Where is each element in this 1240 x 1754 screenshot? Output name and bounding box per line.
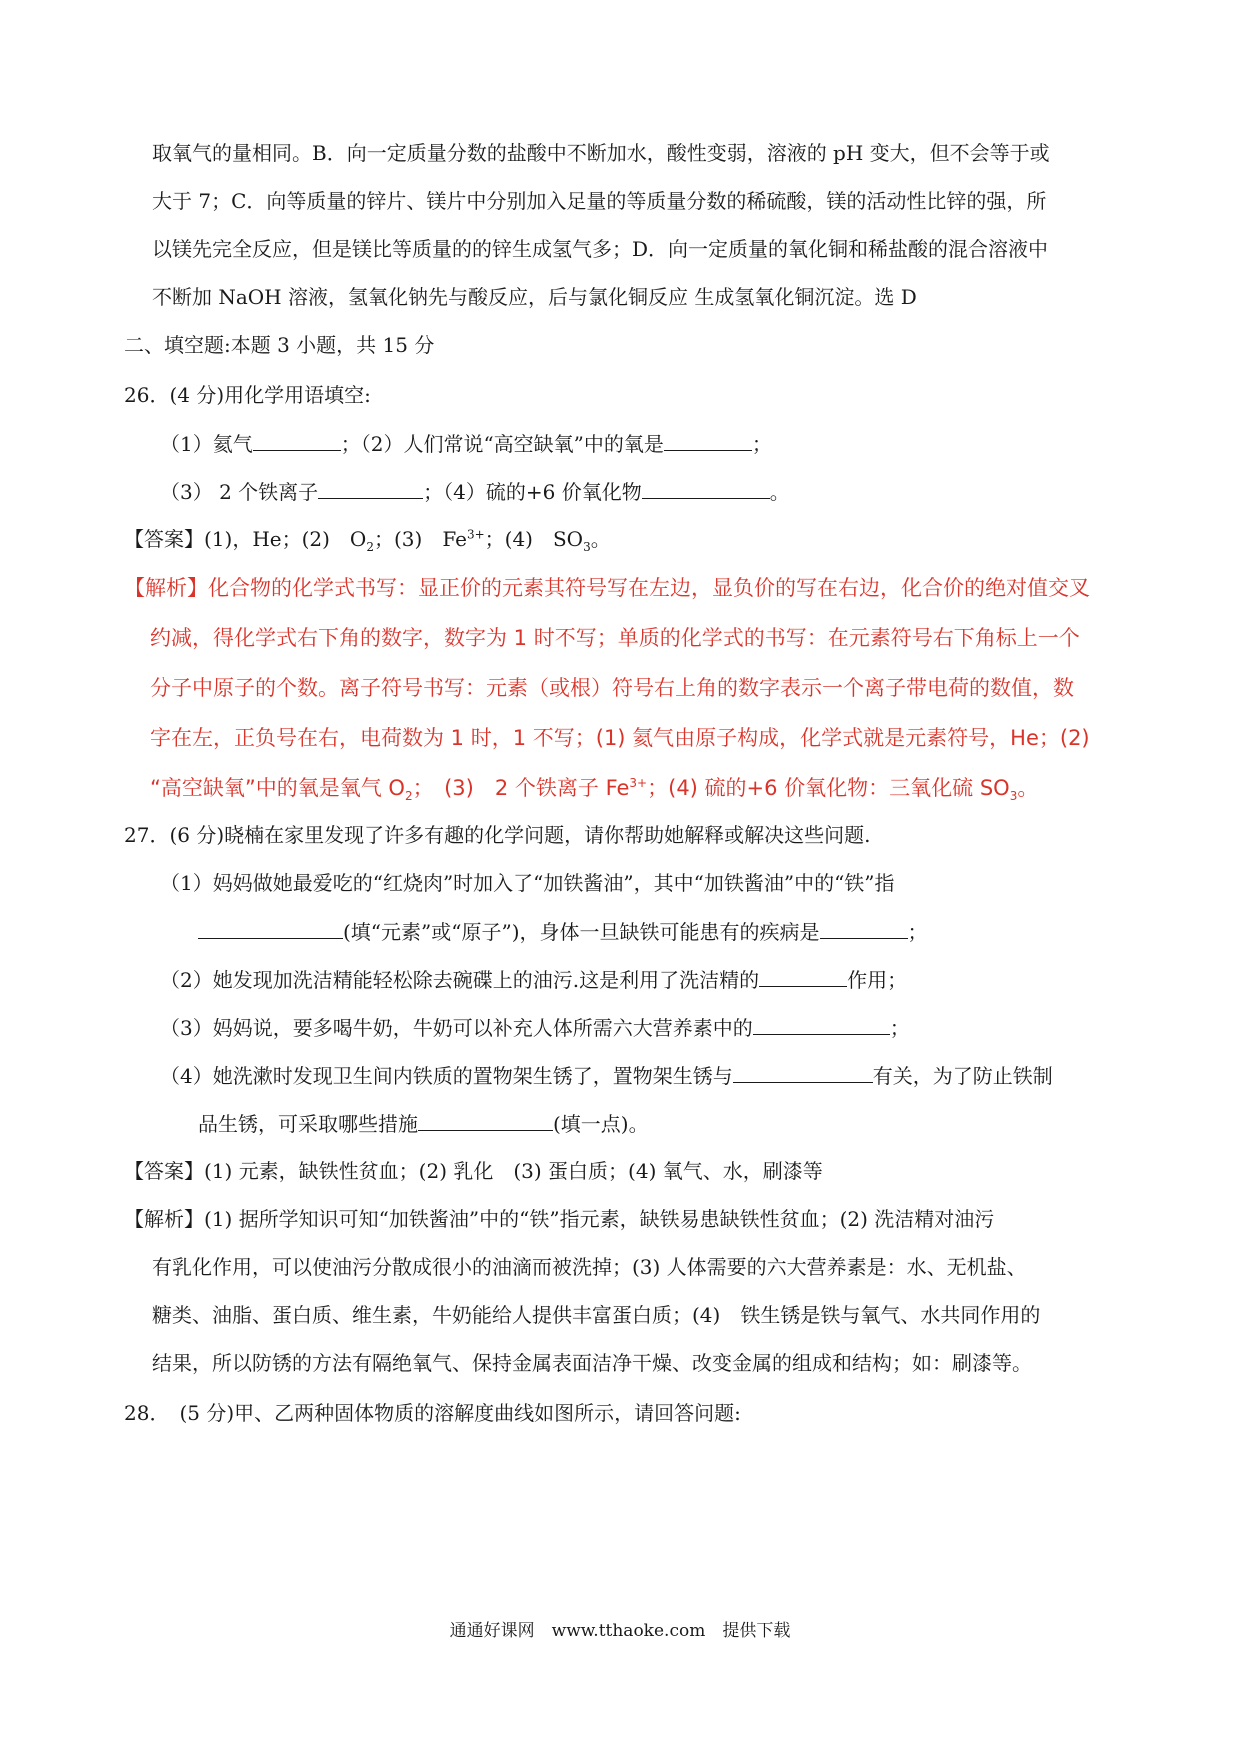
answer-blank	[759, 964, 847, 987]
q26-explanation-text-5a: “高空缺氧”中的氧是氧气 O	[150, 776, 405, 800]
answer-blank	[664, 428, 752, 451]
q26-part-2-c: 。	[769, 480, 790, 504]
q26-explanation-text-5d: 。	[1017, 776, 1039, 800]
answer-blank	[253, 428, 341, 451]
subscript: 3	[583, 540, 591, 554]
q27-explanation-line-1	[124, 1204, 994, 1234]
q26-part-1-c: ；	[751, 432, 772, 456]
answer-blank	[820, 916, 908, 939]
q27-part-4-d: (填一点)。	[553, 1112, 649, 1136]
q27-explanation-text-1: (1) 据所学知识可知“加铁酱油”中的“铁”指元素，缺铁易患缺铁性贫血；(2) 洗洁精对油污	[204, 1207, 995, 1231]
q27-part-1: （1）妈妈做她最爱吃的“红烧肉”时加入了“加铁酱油”，其中“加铁酱油”中的“铁”指	[160, 871, 895, 895]
subscript: 2	[404, 789, 413, 804]
q26-explanation-text-5b: ； (3) 2 个铁离子 Fe	[412, 776, 630, 800]
subscript: 3	[1009, 789, 1018, 804]
q27-explanation-line-4: 结果，所以防锈的方法有隔绝氧气、保持金属表面洁净干燥、改变金属的组成和结构；如：刷漆等。	[152, 1351, 1032, 1375]
q26-title: 26．(4 分)用化学用语填空:	[124, 383, 371, 407]
prev-explanation-line-2: 大于 7；C．向等质量的锌片、镁片中分别加入足量的等质量分数的稀硫酸，镁的活动性比锌的强，所	[152, 189, 1047, 213]
q27-part-3	[160, 1012, 910, 1043]
q27-part-1-cont	[198, 916, 928, 947]
prev-explanation-line-4: 不断加 NaOH 溶液，氢氧化钠先与酸反应，后与氯化铜反应 生成氢氧化铜沉淀。选 D	[152, 285, 917, 309]
q26-part-1-b: ；（2）人们常说“高空缺氧”中的氧是	[340, 432, 664, 456]
q26-part-2-a: （3） 2 个铁离子	[160, 480, 319, 504]
section-heading: 二、填空题:本题 3 小题，共 15 分	[124, 333, 435, 357]
q27-part-2-b: 作用；	[847, 968, 908, 992]
explanation-label: 【解析】	[124, 576, 208, 600]
superscript: 3+	[466, 527, 485, 542]
q27-explanation-line-3: 糖类、油脂、蛋白质、维生素，牛奶能给人提供丰富蛋白质；(4) 铁生锈是铁与氧气、水共同作用的	[152, 1303, 1041, 1327]
answer-label: 【答案】	[124, 1159, 204, 1183]
q27-part-2-a: （2）她发现加洗洁精能轻松除去碗碟上的油污.这是利用了洗洁精的	[160, 968, 760, 992]
answer-blank	[753, 1012, 890, 1035]
q26-explanation-text-1: 化合物的化学式书写：显正价的元素其符号写在左边，显负价的写在右边，化合价的绝对值交叉	[208, 576, 1090, 600]
q27-part-1-c: ；	[907, 920, 928, 944]
q27-part-4	[160, 1060, 1053, 1091]
q27-title: 27．(6 分)晓楠在家里发现了许多有趣的化学问题，请你帮助她解释或解决这些问题.	[124, 823, 871, 847]
q26-part-2-b: ；（4）硫的+6 价氧化物	[423, 480, 642, 504]
q26-answer	[124, 524, 611, 554]
q27-explanation-line-2: 有乳化作用，可以使油污分散成很小的油滴而被洗掉；(3) 人体需要的六大营养素是：水、无机盐、	[152, 1255, 1027, 1279]
answer-blank	[642, 476, 770, 499]
explanation-label: 【解析】	[124, 1207, 204, 1231]
q26-explanation-line-3: 分子中原子的个数。离子符号书写：元素（或根）符号右上角的数字表示一个离子带电荷的数值，数	[150, 676, 1074, 700]
q26-explanation-text-5c: ；(4) 硫的+6 价氧化物：三氧化硫 SO	[647, 776, 1010, 800]
q27-part-2	[160, 964, 907, 995]
answer-blank	[198, 916, 343, 939]
q27-answer-text: (1) 元素，缺铁性贫血；(2) 乳化 (3) 蛋白质；(4) 氧气、水，刷漆等	[204, 1159, 823, 1183]
q26-part-2	[160, 476, 790, 507]
q27-part-3-b: ；	[889, 1016, 910, 1040]
subscript: 2	[366, 540, 374, 554]
q27-part-4-cont	[198, 1108, 649, 1139]
q26-answer-d: 。	[590, 527, 611, 551]
q26-answer-c: ；(4) SO	[484, 527, 584, 551]
q28-title: 28． (5 分)甲、乙两种固体物质的溶解度曲线如图所示，请回答问题:	[124, 1401, 741, 1425]
answer-blank	[418, 1108, 553, 1131]
prev-explanation-line-3: 以镁先完全反应，但是镁比等质量的的锌生成氢气多；D．向一定质量的氧化铜和稀盐酸的混合溶液中	[152, 237, 1049, 261]
page-footer: 通通好课网 www.tthaoke.com 提供下载	[449, 1621, 791, 1641]
answer-blank	[318, 476, 423, 499]
q27-part-4-c: 品生锈，可采取哪些措施	[198, 1112, 418, 1136]
answer-label: 【答案】	[124, 527, 204, 551]
q27-part-4-b: 有关，为了防止铁制	[872, 1064, 1053, 1088]
q27-answer	[124, 1156, 823, 1186]
q27-part-3-a: （3）妈妈说，要多喝牛奶，牛奶可以补充人体所需六大营养素中的	[160, 1016, 753, 1040]
q26-part-1-a: （1）氦气	[160, 432, 253, 456]
q27-part-4-a: （4）她洗漱时发现卫生间内铁质的置物架生锈了，置物架生锈与	[160, 1064, 733, 1088]
q26-explanation-line-5	[150, 773, 1038, 803]
answer-blank	[733, 1060, 873, 1083]
q26-answer-a: (1)，He；(2) O	[204, 527, 367, 551]
q26-explanation-line-4: 字在左，正负号在右，电荷数为 1 时，1 不写；(1) 氦气由原子构成，化学式就是元素符号，He；(2)	[150, 726, 1090, 750]
superscript: 3+	[629, 776, 648, 790]
q26-answer-b: ；(3) Fe	[373, 527, 467, 551]
q26-part-1	[160, 428, 772, 459]
q27-part-1-b: (填“元素”或“原子”)，身体一旦缺铁可能患有的疾病是	[343, 920, 820, 944]
q26-explanation-line-1	[124, 573, 1090, 603]
prev-explanation-line-1: 取氧气的量相同。B．向一定质量分数的盐酸中不断加水，酸性变弱，溶液的 pH 变大，但不会等于或	[152, 141, 1050, 165]
q26-explanation-line-2: 约减，得化学式右下角的数字，数字为 1 时不写；单质的化学式的书写：在元素符号右下角标上一个	[150, 626, 1080, 650]
